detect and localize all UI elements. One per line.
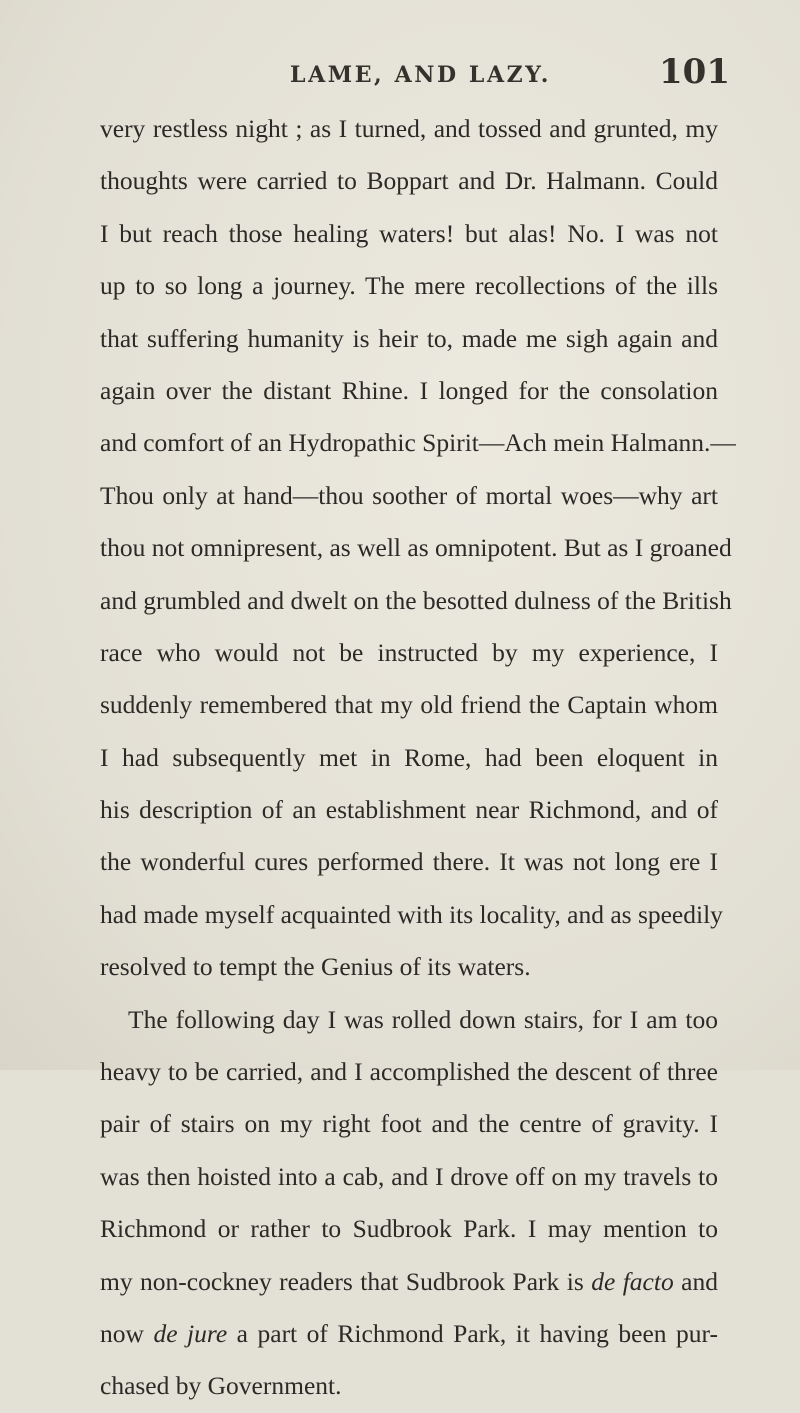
text-line: and comfort of an Hydropathic Spirit—Ach mein Halmann.— xyxy=(100,428,736,458)
text-line: up to so long a journey. The mere recollections of the ills xyxy=(100,271,718,301)
text-line: thou not omnipresent, as well as omnipotent. But as I groaned xyxy=(100,533,732,563)
text-line: the wonderful cures performed there. It was not long ere I xyxy=(100,847,718,877)
text-line: again over the distant Rhine. I longed for the consolation xyxy=(100,375,718,405)
text-line: Richmond or rather to Sudbrook Park. I may mention to xyxy=(100,1214,718,1244)
page-header xyxy=(290,52,730,96)
text-line: very restless night ; as I turned, and tossed and grunted, my xyxy=(100,114,718,143)
text-line: my non-cockney readers that Sudbrook Park is de facto and xyxy=(100,1266,718,1296)
text-line: chased by Government. xyxy=(100,1371,342,1401)
text-line: The following day I was rolled down stairs, for I am too xyxy=(128,1004,718,1034)
page-number: 101 xyxy=(659,52,730,92)
text-line: heavy to be carried, and I accomplished the descent of three xyxy=(100,1057,718,1087)
text-line: I but reach those healing waters! but alas! No. I was not xyxy=(100,218,718,248)
text-line: Thou only at hand—thou soother of mortal woes—why art xyxy=(100,480,718,510)
text-line: and grumbled and dwelt on the besotted dulness of the British xyxy=(100,585,732,615)
text-line: resolved to tempt the Genius of its waters. xyxy=(100,952,531,982)
text-line: race who would not be instructed by my experience, I xyxy=(100,637,718,667)
text-line: suddenly remembered that my old friend the Captain whom xyxy=(100,690,718,720)
text-line: had made myself acquainted with its locality, and as speedily xyxy=(100,899,723,929)
text-line: thoughts were carried to Boppart and Dr. Halmann. Could xyxy=(100,166,718,196)
text-line: I had subsequently met in Rome, had been eloquent in xyxy=(100,742,718,772)
text-line: now de jure a part of Richmond Park, it having been pur- xyxy=(100,1318,719,1348)
text-line: pair of stairs on my right foot and the centre of gravity. I xyxy=(100,1109,718,1139)
text-line: his description of an establishment near Richmond, and of xyxy=(100,795,718,825)
text-line: was then hoisted into a cab, and I drove off on my travels to xyxy=(100,1161,718,1191)
body-text xyxy=(100,103,736,1413)
text-line: that suffering humanity is heir to, made me sigh again and xyxy=(100,323,718,353)
running-head: LAME, AND LAZY. xyxy=(290,62,552,88)
